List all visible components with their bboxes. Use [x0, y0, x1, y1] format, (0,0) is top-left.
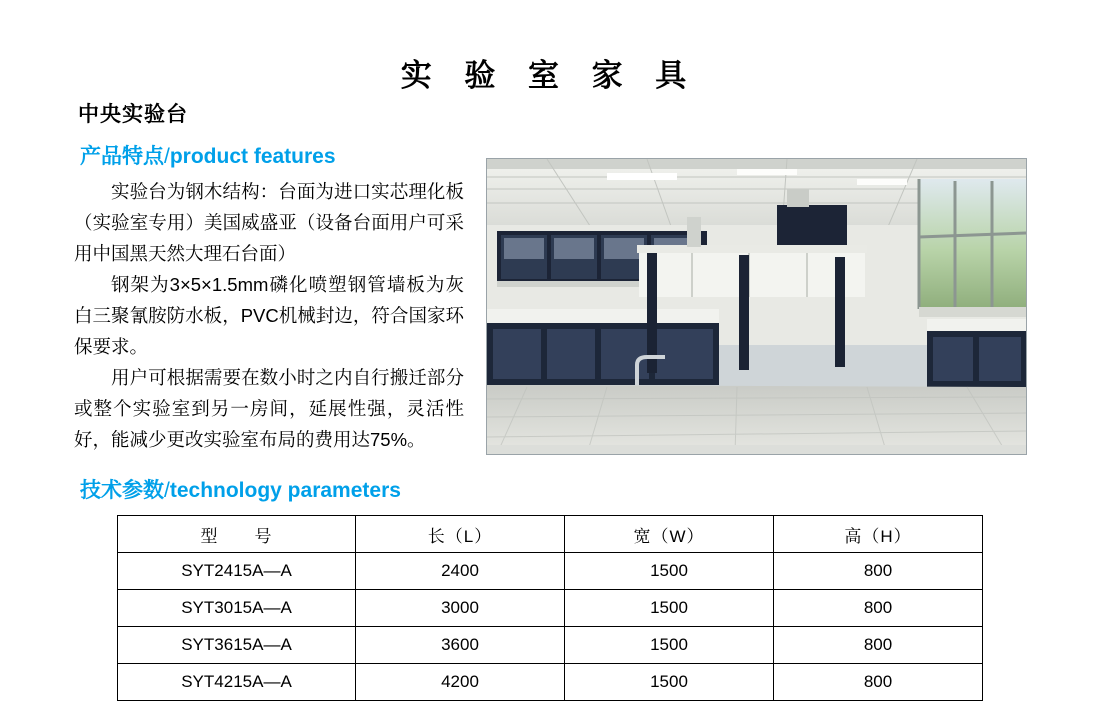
cell-model: SYT2415A—A — [118, 553, 356, 590]
section-heading-parameters — [80, 474, 401, 504]
cell-length: 3000 — [356, 590, 565, 627]
table-header-width: 宽（W） — [565, 516, 774, 553]
table-row — [118, 664, 983, 701]
cell-length: 4200 — [356, 664, 565, 701]
features-paragraph-3: 用户可根据需要在数小时之内自行搬迁部分或整个实验室到另一房间，延展性强，灵活性好，能减少更改实验室布局的费用达75%。 — [74, 367, 464, 450]
cell-model: SYT3015A—A — [118, 590, 356, 627]
cell-length: 3600 — [356, 627, 565, 664]
cell-width: 1500 — [565, 627, 774, 664]
cell-model: SYT4215A—A — [118, 664, 356, 701]
cell-width: 1500 — [565, 590, 774, 627]
table-header-model: 型 号 — [118, 516, 356, 553]
features-body — [74, 176, 464, 455]
cell-height: 800 — [774, 664, 983, 701]
features-paragraph-2: 钢架为3×5×1.5mm磷化喷塑钢管墙板为灰白三聚氰胺防水板，PVC机械封边，符合国家环保要求。 — [74, 274, 464, 357]
params-heading-en: technology parameters — [169, 479, 401, 502]
table-row — [118, 627, 983, 664]
table-header-height: 高（H） — [774, 516, 983, 553]
cell-length: 2400 — [356, 553, 565, 590]
cell-height: 800 — [774, 627, 983, 664]
photo-illustration — [487, 159, 1026, 454]
page-title: 实 验 室 家 具 — [400, 58, 699, 93]
cell-width: 1500 — [565, 664, 774, 701]
params-heading-cn: 技术参数 — [80, 479, 164, 502]
cell-width: 1500 — [565, 553, 774, 590]
features-paragraph-1: 实验台为钢木结构：台面为进口实芯理化板（实验室专用）美国威盛亚（设备台面用户可采用中国黑天然大理石台面） — [74, 181, 464, 264]
features-heading-en: product features — [169, 145, 336, 168]
parameters-table-wrapper — [117, 515, 982, 701]
cell-height: 800 — [774, 590, 983, 627]
section-heading-features — [80, 140, 336, 170]
table-row — [118, 590, 983, 627]
features-heading-cn: 产品特点 — [80, 145, 164, 168]
table-row — [118, 553, 983, 590]
table-header-row — [118, 516, 983, 553]
cell-height: 800 — [774, 553, 983, 590]
params-heading-slash: / — [164, 479, 170, 502]
parameters-table — [117, 515, 983, 701]
features-heading-slash: / — [164, 145, 170, 168]
cell-model: SYT3615A—A — [118, 627, 356, 664]
product-subtitle: 中央实验台 — [78, 103, 188, 126]
table-header-length: 长（L） — [356, 516, 565, 553]
laboratory-bench-photo — [486, 158, 1027, 455]
